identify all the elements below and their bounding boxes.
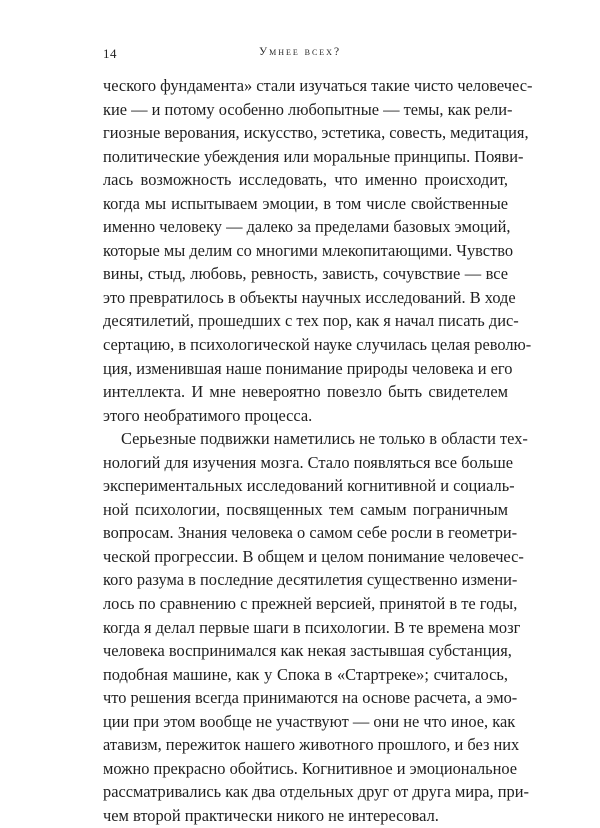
text-line: когда мы испытываем эмоции, в том числе свойственные [103,193,508,213]
text-line: ции при этом вообще не участвуют — они не что иное, как [103,711,516,731]
text-line: которые мы делим со многими млекопитающими. Чувство [103,240,514,260]
text-line: гиозные верования, искусство, эстетика, совесть, медитация, [103,123,529,143]
text-line: это превратилось в объекты научных исследований. В ходе [103,287,516,307]
page-number: 14 [103,46,117,61]
text-line: лась возможность исследовать, что именно происходит, [103,170,508,190]
text-line: десятилетий, прошедших с тех пор, как я начал писать дис- [103,311,519,331]
text-line: именно человеку — далеко за пределами базовых эмоций, [103,217,511,237]
body-text [103,74,533,828]
text-line: ной психологии, посвященных тем самым пограничным [103,499,508,519]
text-line: политические убеждения или моральные принципы. Появи- [103,146,524,166]
text-line: нологий для изучения мозга. Стало появляться все больше [103,452,513,472]
text-line: человека воспринимался как некая застывшая субстанция, [103,641,512,661]
text-line: кого разума в последние десятилетия существенно измени- [103,570,518,590]
text-line: ция, изменившая наше понимание природы человека и его [103,358,513,378]
text-line: этого необратимого процесса. [103,405,313,425]
text-line: вопросам. Знания человека о самом себе росли в геометри- [103,523,518,543]
paragraph [103,74,533,427]
text-line: рассматривались как два отдельных друг от друга мира, при- [103,782,529,802]
text-line: интеллекта. И мне невероятно повезло быть свидетелем [103,382,508,402]
text-line: ческой прогрессии. В общем и целом понимание человечес- [103,546,524,566]
text-line: атавизм, пережиток нашего животного прошлого, и без них [103,735,520,755]
text-line: ческого фундамента» стали изучаться такие чисто человечес- [103,76,533,95]
paragraph [103,427,529,827]
running-title: Умнее всех? [258,46,342,58]
text-line: вины, стыд, любовь, ревность, зависть, сочувствие — все [103,264,508,284]
text-line: экспериментальных исследований когнитивной и социаль- [103,476,515,496]
text-line: подобная машине, как у Спока в «Стартреке»; считалось, [103,664,508,684]
text-line: что решения всегда принимаются на основе расчета, а эмо- [103,688,518,708]
text-line: чем второй практически никого не интересовал. [103,805,439,825]
text-line: лось по сравнению с прежней версией, принятой в те годы, [103,594,518,614]
text-line: сертацию, в психологической науке случилась целая револю- [103,335,532,355]
text-line: кие — и потому особенно любопытные — темы, как рели- [103,99,513,119]
text-line: можно прекрасно обойтись. Когнитивное и эмоциональное [103,758,518,778]
text-line: когда я делал первые шаги в психологии. В те времена мозг [103,617,521,637]
text-line: Серьезные подвижки наметились не только в области тех- [121,429,528,449]
